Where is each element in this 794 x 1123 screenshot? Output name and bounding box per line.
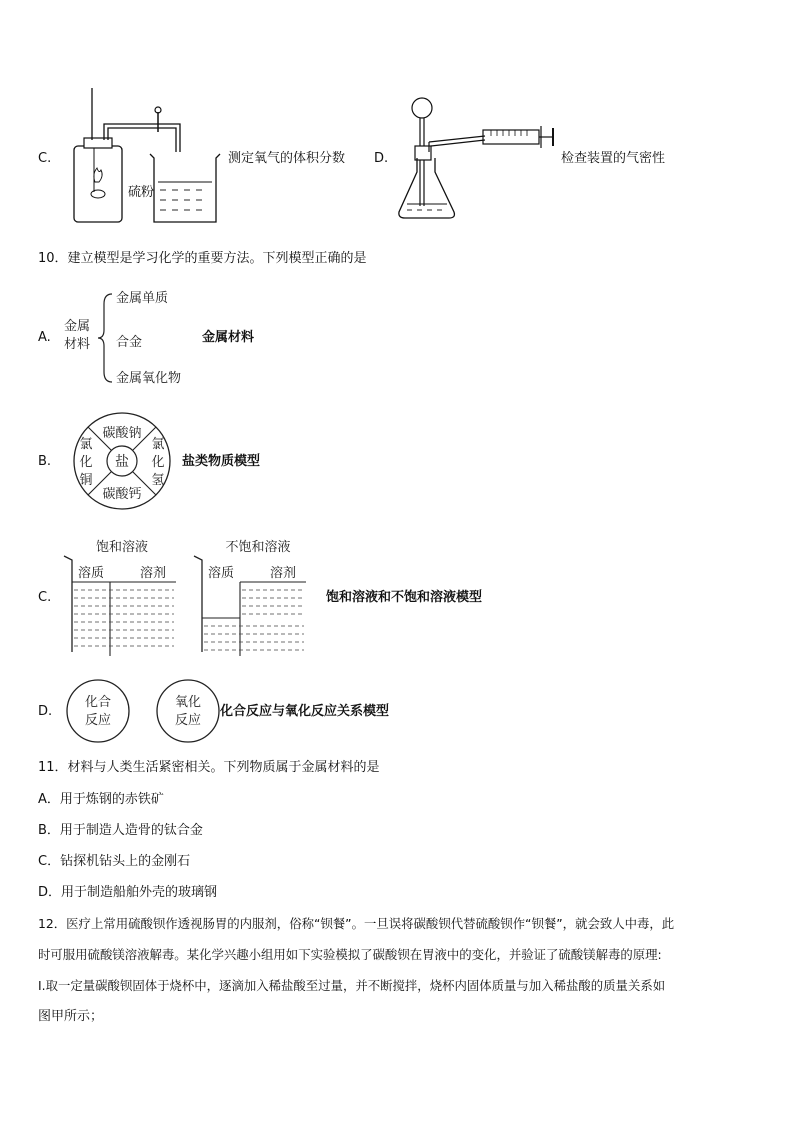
- q12-line3: I.取一定量碳酸钡固体于烧杯中，逐滴加入稀盐酸至过量，并不断搅拌，烧杯内固体质量与加入稀盐酸的质量关系如: [38, 978, 666, 993]
- q11-option-b: B．用于制造人造骨的钛合金: [38, 823, 203, 838]
- q10-stem: 10．建立模型是学习化学的重要方法。下列模型正确的是: [38, 251, 367, 266]
- q10-option-c-label: C.: [38, 590, 52, 605]
- q11-option-c: C．钻探机钻头上的金刚石: [38, 854, 191, 869]
- tree-item-1: 金属单质: [116, 291, 169, 306]
- q10-option-c-caption: 饱和溶液和不饱和溶液模型: [326, 590, 483, 605]
- q10-option-a-caption: 金属材料: [202, 330, 255, 345]
- q12-line4: 图甲所示；: [38, 1009, 104, 1024]
- q11-stem: 11．材料与人类生活紧密相关。下列物质属于金属材料的是: [38, 760, 380, 775]
- circle1-line1: 化合: [84, 695, 112, 710]
- salt-left-2: 化: [79, 455, 93, 470]
- solution-beakers-figure: [62, 536, 322, 660]
- q10-option-d-caption: 化合反应与氧化反应关系模型: [220, 704, 390, 719]
- q12-line2: 时可服用硫酸镁溶液解毒。某化学兴趣小组用如下实验模拟了碳酸钡在胃液中的变化，并验证了硫酸镁解毒的原理:: [38, 947, 662, 962]
- q11-option-a: A．用于炼钢的赤铁矿: [38, 792, 164, 807]
- q11-option-d: D．用于制造船舶外壳的玻璃钢: [38, 885, 218, 900]
- circle1-line2: 反应: [84, 713, 112, 728]
- salt-bottom: 碳酸钙: [102, 487, 142, 502]
- circle2-line1: 氧化: [174, 695, 202, 710]
- salt-top: 碳酸钠: [102, 426, 142, 441]
- beaker1-solute: 溶质: [78, 566, 105, 581]
- beaker2-title: 不饱和溶液: [225, 540, 291, 555]
- q9-option-d-caption: 检查装置的气密性: [561, 151, 666, 166]
- q10-option-b-caption: 盐类物质模型: [182, 454, 261, 469]
- beaker1-title: 饱和溶液: [95, 540, 149, 555]
- q9-option-d-label: D.: [374, 151, 389, 166]
- reaction-circles-figure: [62, 678, 222, 746]
- salt-wheel-figure: [66, 410, 178, 512]
- q10-option-a-label: A.: [38, 330, 51, 345]
- salt-left-1: 氯: [79, 437, 93, 452]
- circle2-line2: 反应: [174, 713, 202, 728]
- salt-right-2: 化: [151, 455, 165, 470]
- tree-item-2: 合金: [116, 335, 143, 350]
- salt-right-3: 氢: [151, 473, 165, 488]
- airtightness-apparatus-figure: [395, 96, 565, 222]
- beaker2-solvent: 溶剂: [270, 566, 297, 581]
- tree-root-line2: 材料: [64, 337, 91, 352]
- tree-item-3: 金属氧化物: [116, 371, 182, 386]
- salt-right-1: 氯: [151, 437, 165, 452]
- salt-left-3: 铜: [79, 473, 93, 488]
- q12-line1: 12．医疗上常用硫酸钡作透视肠胃的内服剂，俗称“钡餐”。一旦误将碳酸钡代替硫酸钡作“钡餐”，就会致人中毒，此: [38, 916, 675, 931]
- sulfur-label: 硫粉: [128, 185, 155, 200]
- sulfur-oxygen-apparatus-figure: [62, 88, 232, 228]
- beaker1-solvent: 溶剂: [140, 566, 167, 581]
- metal-material-tree-figure: [60, 286, 200, 388]
- q10-option-b-label: B.: [38, 454, 52, 469]
- tree-root-line1: 金属: [64, 319, 91, 334]
- salt-center: 盐: [115, 454, 129, 470]
- q9-option-c-label: C.: [38, 151, 52, 166]
- q9-option-c-caption: 测定氧气的体积分数: [228, 151, 346, 166]
- beaker2-solute: 溶质: [208, 566, 235, 581]
- q10-option-d-label: D.: [38, 704, 53, 719]
